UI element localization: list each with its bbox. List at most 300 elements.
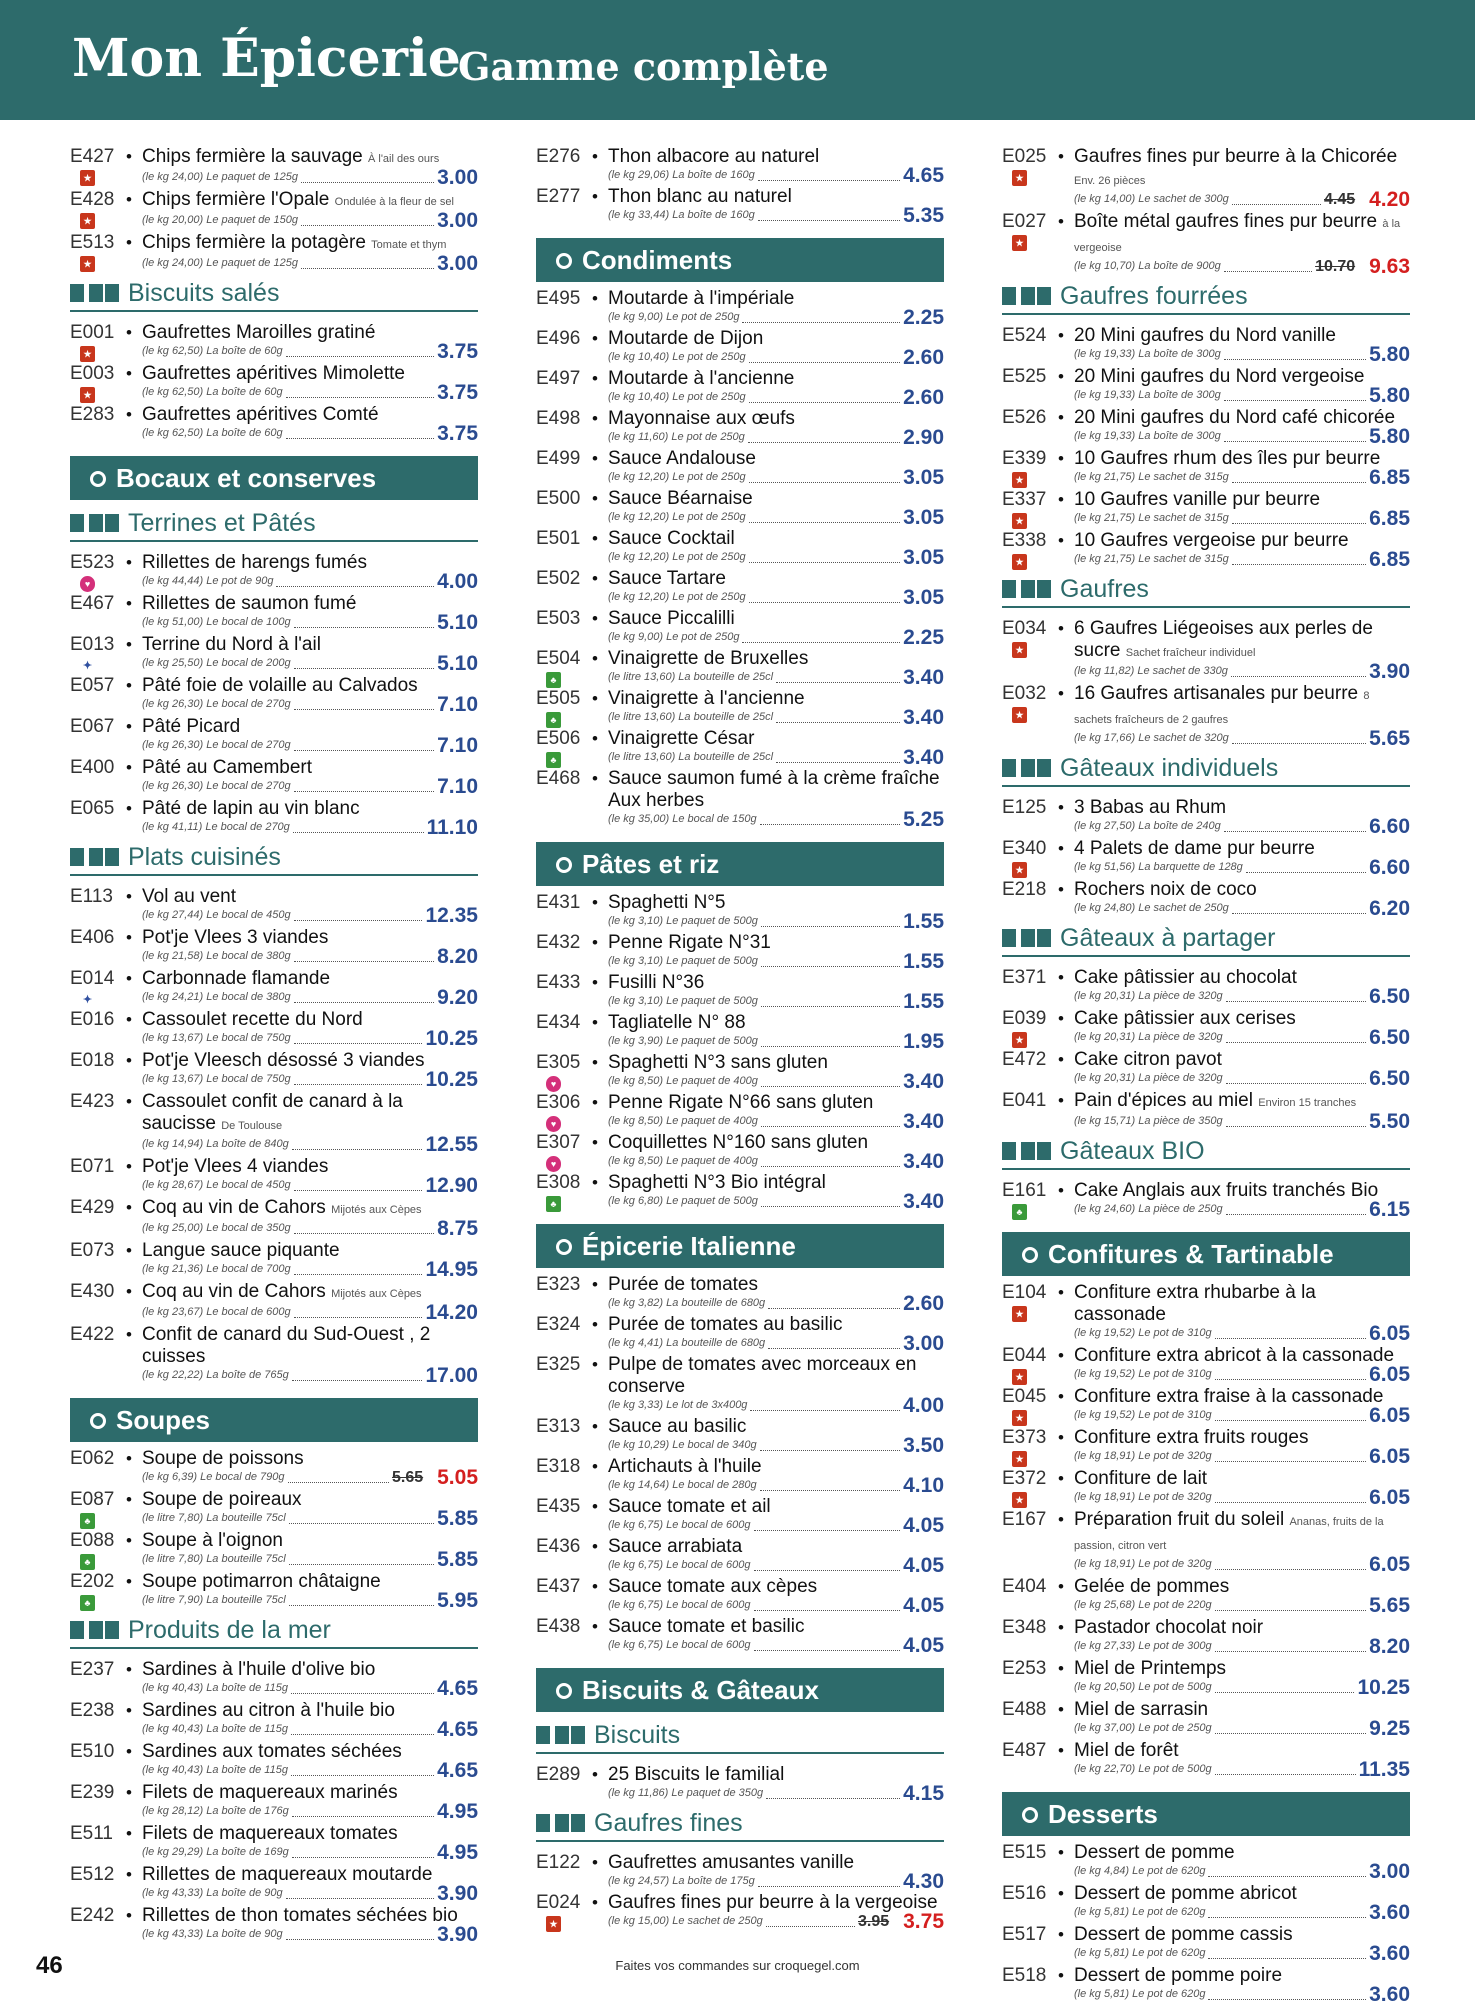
product-item bbox=[70, 189, 478, 232]
product-code: E502 bbox=[536, 568, 581, 589]
dot-leader bbox=[1215, 1569, 1367, 1570]
unit-price-detail: (le kg 9,00) Le pot de 250g bbox=[608, 631, 740, 643]
price-line bbox=[608, 1514, 944, 1537]
bio-leaf-icon: ♣ bbox=[546, 672, 561, 688]
price-line bbox=[608, 666, 944, 689]
unit-price-detail: (le kg 24,60) La pièce de 250g bbox=[1074, 1203, 1223, 1215]
product-name: 4 Palets de dame pur beurre bbox=[1074, 838, 1315, 859]
product-name-line bbox=[1074, 1345, 1410, 1367]
unit-price-detail: (le kg 3,10) Le paquet de 500g bbox=[608, 955, 758, 967]
product-name-line bbox=[1074, 366, 1410, 388]
price-line bbox=[608, 808, 944, 831]
product-name-line bbox=[608, 608, 944, 630]
dot-leader bbox=[294, 791, 435, 792]
dot-leader bbox=[293, 832, 424, 833]
unit-price-detail: (le kg 3,33) Le lot de 3x400g bbox=[608, 1399, 748, 1411]
dot-leader bbox=[1215, 1502, 1367, 1503]
product-code: E373 bbox=[1002, 1427, 1047, 1448]
product-name: Sardines au citron à l'huile bio bbox=[142, 1700, 395, 1721]
price-line bbox=[142, 1133, 478, 1156]
dot-leader bbox=[760, 1490, 901, 1491]
bio-leaf-icon: ♣ bbox=[80, 1513, 95, 1529]
product-note: 8 sachets fraîcheurs de 2 gaufres bbox=[1074, 690, 1370, 726]
product-name-line bbox=[142, 593, 478, 615]
product-name-line bbox=[608, 688, 944, 710]
dot-leader bbox=[1232, 564, 1366, 565]
dot-leader bbox=[292, 1380, 423, 1381]
price-line bbox=[608, 1030, 944, 1053]
price: 6.85 bbox=[1369, 466, 1410, 489]
price: 4.30 bbox=[903, 1870, 944, 1893]
unit-price-detail: (le kg 18,91) Le pot de 320g bbox=[1074, 1558, 1212, 1570]
product-name-line bbox=[1074, 1468, 1410, 1490]
price: 3.90 bbox=[1369, 660, 1410, 683]
price-line bbox=[608, 1474, 944, 1497]
product-code: E044 bbox=[1002, 1345, 1047, 1366]
product-item bbox=[70, 232, 478, 275]
price-line bbox=[1074, 188, 1410, 211]
price-line bbox=[608, 746, 944, 769]
unit-price-detail: (le kg 27,44) Le bocal de 450g bbox=[142, 909, 291, 921]
dot-leader bbox=[761, 1126, 900, 1127]
price: 4.65 bbox=[903, 164, 944, 187]
dot-leader bbox=[294, 750, 435, 751]
price-line bbox=[142, 422, 478, 445]
product-code: E496 bbox=[536, 328, 581, 349]
page-header bbox=[0, 0, 1475, 120]
product-item bbox=[1002, 530, 1410, 571]
product-name-line bbox=[142, 1091, 478, 1137]
product-name: Soupe potimarron châtaigne bbox=[142, 1571, 381, 1592]
product-name: Filets de maquereaux tomates bbox=[142, 1823, 398, 1844]
dot-leader bbox=[286, 356, 434, 357]
product-code: E339 bbox=[1002, 448, 1047, 469]
product-item bbox=[1002, 407, 1410, 448]
price-line bbox=[142, 1068, 478, 1091]
unit-price-detail: (le kg 41,11) Le bocal de 270g bbox=[142, 821, 290, 833]
dot-leader bbox=[1215, 1420, 1367, 1421]
dot-leader bbox=[292, 1149, 423, 1150]
dot-leader bbox=[749, 482, 901, 483]
price: 3.75 bbox=[437, 340, 478, 363]
product-name-line bbox=[608, 1496, 944, 1518]
product-name-line bbox=[142, 927, 478, 949]
unit-price-detail: (le kg 51,56) La barquette de 128g bbox=[1074, 861, 1243, 873]
price: 10.25 bbox=[425, 1068, 478, 1091]
product-code: E437 bbox=[536, 1576, 581, 1597]
section-heading: Épicerie Italienne bbox=[536, 1224, 944, 1268]
price: 5.65 bbox=[1369, 727, 1410, 750]
old-price: 10.70 bbox=[1315, 258, 1356, 275]
product-name-line bbox=[1074, 211, 1410, 259]
product-code: E122 bbox=[536, 1852, 581, 1873]
dot-leader bbox=[761, 966, 900, 967]
price: 8.20 bbox=[1369, 1635, 1410, 1658]
unit-price-detail: (le kg 6,75) Le bocal de 600g bbox=[608, 1599, 751, 1611]
heart-icon: ♥ bbox=[546, 1076, 561, 1092]
product-item bbox=[536, 972, 944, 1013]
product-name-line bbox=[142, 716, 478, 738]
price: 12.35 bbox=[425, 904, 478, 927]
product-code: E039 bbox=[1002, 1008, 1047, 1029]
product-code: E503 bbox=[536, 608, 581, 629]
unit-price-detail: (le kg 29,29) La boîte de 169g bbox=[142, 1846, 289, 1858]
dot-leader bbox=[286, 1939, 434, 1940]
product-item bbox=[1002, 967, 1410, 1008]
label-rouge-icon: ★ bbox=[1012, 1369, 1027, 1385]
product-code: E510 bbox=[70, 1741, 115, 1762]
product-name-line bbox=[1074, 1509, 1410, 1557]
unit-price-detail: (le kg 24,00) Le paquet de 125g bbox=[142, 257, 298, 269]
bio-leaf-icon: ♣ bbox=[80, 1595, 95, 1611]
price-line bbox=[608, 1594, 944, 1617]
price-line bbox=[142, 904, 478, 927]
product-code: E431 bbox=[536, 892, 581, 913]
price-line bbox=[1074, 343, 1410, 366]
price-line bbox=[1074, 1110, 1410, 1133]
footer-text: Faites vos commandes sur croquegel.com bbox=[615, 1958, 860, 1973]
product-name-line bbox=[142, 1700, 478, 1722]
unit-price-detail: (le kg 14,94) La boîte de 840g bbox=[142, 1138, 289, 1150]
product-name: Sauce tomate aux cèpes bbox=[608, 1576, 818, 1597]
product-item bbox=[1002, 325, 1410, 366]
product-name-line bbox=[608, 932, 944, 954]
label-rouge-icon: ★ bbox=[80, 346, 95, 362]
unit-price-detail: (le kg 3,10) Le paquet de 500g bbox=[608, 995, 758, 1007]
product-name-line bbox=[1074, 1617, 1410, 1639]
label-rouge-icon: ★ bbox=[1012, 642, 1027, 658]
product-name-line bbox=[1074, 1883, 1410, 1905]
price: 6.05 bbox=[1369, 1363, 1410, 1386]
price: 3.00 bbox=[437, 252, 478, 275]
dot-leader bbox=[1246, 872, 1366, 873]
unit-price-detail: (le kg 43,33) La boîte de 90g bbox=[142, 1887, 283, 1899]
product-code: E323 bbox=[536, 1274, 581, 1295]
price-line bbox=[608, 1910, 944, 1933]
product-name: Gaufrettes amusantes vanille bbox=[608, 1852, 855, 1873]
price-line bbox=[142, 1923, 478, 1946]
product-name: Carbonnade flamande bbox=[142, 968, 331, 989]
product-name: Pot'je Vlees 3 viandes bbox=[142, 927, 329, 948]
product-name: Miel de forêt bbox=[1074, 1740, 1179, 1761]
price: 5.80 bbox=[1369, 425, 1410, 448]
price-line bbox=[608, 1554, 944, 1577]
old-price: 3.95 bbox=[857, 1913, 890, 1930]
price-line bbox=[608, 1782, 944, 1805]
product-name: Pâté Picard bbox=[142, 716, 241, 737]
unit-price-detail: (le kg 5,81) Le pot de 620g bbox=[1074, 1947, 1206, 1959]
label-rouge-icon: ★ bbox=[80, 213, 95, 229]
product-name-line bbox=[142, 1571, 478, 1593]
price-line bbox=[142, 1800, 478, 1823]
product-name-line bbox=[608, 1354, 944, 1398]
column-left bbox=[70, 146, 478, 1946]
dot-leader bbox=[1226, 1214, 1367, 1215]
unit-price-detail: (le kg 20,31) La pièce de 320g bbox=[1074, 990, 1223, 1002]
dot-leader bbox=[760, 824, 901, 825]
column-right bbox=[1002, 146, 1410, 2006]
unit-price-detail: (le kg 8,50) Le paquet de 400g bbox=[608, 1155, 758, 1167]
product-name-line bbox=[1074, 683, 1410, 731]
price-line bbox=[142, 381, 478, 404]
product-item bbox=[70, 1741, 478, 1782]
product-item bbox=[536, 146, 944, 187]
price: 3.75 bbox=[437, 422, 478, 445]
unit-price-detail: (le kg 19,52) Le pot de 310g bbox=[1074, 1409, 1212, 1421]
unit-price-detail: (le litre 7,80) La bouteille 75cl bbox=[142, 1553, 286, 1565]
price: 6.85 bbox=[1369, 548, 1410, 571]
old-price: 5.65 bbox=[391, 1469, 424, 1486]
product-name-line bbox=[608, 146, 944, 168]
product-item bbox=[536, 1416, 944, 1457]
unit-price-detail: (le kg 14,64) Le bocal de 280g bbox=[608, 1479, 757, 1491]
price-line bbox=[142, 652, 478, 675]
price-line bbox=[142, 945, 478, 968]
price-line bbox=[1074, 815, 1410, 838]
product-name: Thon blanc au naturel bbox=[608, 186, 792, 207]
product-name: Moutarde de Dijon bbox=[608, 328, 764, 349]
product-code: E338 bbox=[1002, 530, 1047, 551]
dot-leader bbox=[301, 268, 434, 269]
product-code: E313 bbox=[536, 1416, 581, 1437]
subsection-heading: Gâteaux individuels bbox=[1002, 751, 1410, 787]
unit-price-detail: (le kg 19,33) La boîte de 300g bbox=[1074, 348, 1221, 360]
price-line bbox=[1074, 548, 1410, 571]
label-rouge-icon: ★ bbox=[80, 387, 95, 403]
price-line bbox=[1074, 507, 1410, 530]
product-item bbox=[70, 146, 478, 189]
price-line bbox=[1074, 1860, 1410, 1883]
unit-price-detail: (le kg 26,30) Le bocal de 270g bbox=[142, 780, 291, 792]
unit-price-detail: (le kg 24,57) La boîte de 175g bbox=[608, 1875, 755, 1887]
product-name-line bbox=[142, 1864, 478, 1886]
product-item bbox=[536, 1052, 944, 1093]
unit-price-detail: (le kg 40,43) La boîte de 115g bbox=[142, 1682, 288, 1694]
product-code: E371 bbox=[1002, 967, 1047, 988]
label-rouge-icon: ★ bbox=[1012, 1492, 1027, 1508]
product-code: E218 bbox=[1002, 879, 1047, 900]
unit-price-detail: (le kg 13,67) Le bocal de 750g bbox=[142, 1073, 291, 1085]
product-item bbox=[536, 728, 944, 769]
product-code: E018 bbox=[70, 1050, 115, 1071]
unit-price-detail: (le litre 7,80) La bouteille 75cl bbox=[142, 1512, 286, 1524]
price: 6.50 bbox=[1369, 1067, 1410, 1090]
price-line bbox=[142, 1507, 478, 1530]
product-code: E422 bbox=[70, 1324, 115, 1345]
price-line bbox=[142, 1027, 478, 1050]
price: 3.40 bbox=[903, 1150, 944, 1173]
label-rouge-icon: ★ bbox=[1012, 1451, 1027, 1467]
product-code: E515 bbox=[1002, 1842, 1047, 1863]
dot-leader bbox=[289, 1523, 434, 1524]
product-code: E305 bbox=[536, 1052, 581, 1073]
price-line bbox=[608, 1634, 944, 1657]
regional-icon: ✦ bbox=[82, 994, 93, 1006]
price-line bbox=[142, 209, 478, 232]
unit-price-detail: (le kg 3,82) La bouteille de 680g bbox=[608, 1297, 766, 1309]
price: 3.05 bbox=[903, 506, 944, 529]
product-item bbox=[1002, 1740, 1410, 1781]
product-code: E432 bbox=[536, 932, 581, 953]
product-name-line bbox=[1074, 1842, 1410, 1864]
product-name: Gaufres fines pur beurre à la vergeoise bbox=[608, 1892, 938, 1913]
price-line bbox=[608, 586, 944, 609]
product-name: Sauce saumon fumé à la crème fraîche Aux herbes bbox=[608, 768, 940, 811]
promo-price: 5.05 bbox=[437, 1466, 478, 1489]
product-name: Cake pâtissier aux cerises bbox=[1074, 1008, 1296, 1029]
dot-leader bbox=[289, 1605, 434, 1606]
price-line bbox=[142, 340, 478, 363]
product-name-line bbox=[608, 1274, 944, 1296]
product-code: E032 bbox=[1002, 683, 1047, 704]
dot-leader bbox=[749, 402, 901, 403]
product-name-line bbox=[142, 757, 478, 779]
unit-price-detail: (le kg 33,44) La boîte de 160g bbox=[608, 209, 755, 221]
price: 4.05 bbox=[903, 1514, 944, 1537]
product-code: E071 bbox=[70, 1156, 115, 1177]
unit-price-detail: (le kg 20,00) Le paquet de 150g bbox=[142, 214, 298, 226]
unit-price-detail: (le kg 21,75) Le sachet de 315g bbox=[1074, 471, 1229, 483]
product-code: E487 bbox=[1002, 1740, 1047, 1761]
unit-price-detail: (le kg 44,44) Le pot de 90g bbox=[142, 575, 274, 587]
dot-leader bbox=[1226, 1126, 1367, 1127]
dot-leader bbox=[294, 709, 435, 710]
product-item bbox=[536, 1456, 944, 1497]
product-code: E430 bbox=[70, 1281, 115, 1302]
product-item bbox=[536, 1496, 944, 1537]
product-name-line bbox=[1074, 407, 1410, 429]
product-name-line bbox=[608, 1092, 944, 1114]
label-rouge-icon: ★ bbox=[1012, 235, 1027, 251]
promo-price: 3.75 bbox=[903, 1910, 944, 1933]
product-name: Coq au vin de Cahors bbox=[142, 1281, 326, 1302]
price-line bbox=[142, 816, 478, 839]
dot-leader bbox=[1215, 1610, 1367, 1611]
product-name: Chips fermière la potagère bbox=[142, 232, 366, 253]
price: 5.10 bbox=[437, 611, 478, 634]
product-code: E057 bbox=[70, 675, 115, 696]
product-code: E024 bbox=[536, 1892, 581, 1913]
product-name: Sauce au basilic bbox=[608, 1416, 747, 1437]
price-line bbox=[1074, 466, 1410, 489]
unit-price-detail: (le kg 43,33) La boîte de 90g bbox=[142, 1928, 283, 1940]
product-code: E400 bbox=[70, 757, 115, 778]
product-name: Sauce tomate et ail bbox=[608, 1496, 771, 1517]
product-name: Soupe de poissons bbox=[142, 1448, 304, 1469]
price-line bbox=[1074, 1404, 1410, 1427]
product-name-line bbox=[608, 528, 944, 550]
unit-price-detail: (le kg 12,20) Le pot de 250g bbox=[608, 471, 746, 483]
price: 4.65 bbox=[437, 1759, 478, 1782]
product-name: Gaufrettes apéritives Comté bbox=[142, 404, 379, 425]
unit-price-detail: (le kg 23,67) Le bocal de 600g bbox=[142, 1306, 291, 1318]
promo-price: 4.20 bbox=[1369, 188, 1410, 211]
dot-leader bbox=[1231, 676, 1366, 677]
dot-leader bbox=[1232, 204, 1321, 205]
price: 5.25 bbox=[903, 808, 944, 831]
subsection-heading: Gaufres fines bbox=[536, 1806, 944, 1842]
product-name: Préparation fruit du soleil bbox=[1074, 1509, 1285, 1530]
product-name-line bbox=[1074, 448, 1410, 470]
product-name-line bbox=[1074, 1576, 1410, 1598]
product-name: Soupe de poireaux bbox=[142, 1489, 302, 1510]
product-name: Cake citron pavot bbox=[1074, 1049, 1222, 1070]
unit-price-detail: (le kg 3,90) Le paquet de 500g bbox=[608, 1035, 758, 1047]
price: 6.05 bbox=[1369, 1445, 1410, 1468]
product-name-line bbox=[1074, 879, 1410, 901]
product-code: E337 bbox=[1002, 489, 1047, 510]
product-item bbox=[536, 688, 944, 729]
price: 3.00 bbox=[437, 209, 478, 232]
price: 5.95 bbox=[437, 1589, 478, 1612]
unit-price-detail: (le kg 24,00) Le paquet de 125g bbox=[142, 171, 298, 183]
product-name: Pulpe de tomates avec morceaux en conserve bbox=[608, 1354, 917, 1397]
price-line bbox=[608, 1070, 944, 1093]
product-item bbox=[1002, 1090, 1410, 1133]
product-name-line bbox=[142, 189, 478, 213]
price: 6.60 bbox=[1369, 856, 1410, 879]
product-name-line bbox=[142, 1530, 478, 1552]
product-name: Cake pâtissier au chocolat bbox=[1074, 967, 1297, 988]
price-line bbox=[1074, 856, 1410, 879]
price-line bbox=[1074, 1198, 1410, 1221]
price: 7.10 bbox=[437, 734, 478, 757]
product-item bbox=[70, 1240, 478, 1281]
price: 2.60 bbox=[903, 1292, 944, 1315]
price: 8.20 bbox=[437, 945, 478, 968]
product-note: Ananas, fruits de la passion, citron vert bbox=[1074, 1516, 1384, 1552]
dot-leader bbox=[761, 1206, 900, 1207]
dot-leader bbox=[742, 322, 900, 323]
dot-leader bbox=[1232, 523, 1366, 524]
product-name-line bbox=[1074, 146, 1410, 192]
product-item bbox=[70, 593, 478, 634]
product-code: E318 bbox=[536, 1456, 581, 1477]
page-number: 46 bbox=[36, 1952, 63, 1979]
price: 6.85 bbox=[1369, 507, 1410, 530]
product-code: E034 bbox=[1002, 618, 1047, 639]
unit-price-detail: (le kg 40,43) La boîte de 115g bbox=[142, 1764, 288, 1776]
product-item bbox=[70, 1700, 478, 1741]
product-name: Sardines à l'huile d'olive bio bbox=[142, 1659, 376, 1680]
product-code: E073 bbox=[70, 1240, 115, 1261]
price: 6.20 bbox=[1369, 897, 1410, 920]
product-name: Pot'je Vlees 4 viandes bbox=[142, 1156, 329, 1177]
price: 9.20 bbox=[437, 986, 478, 1009]
label-rouge-icon: ★ bbox=[80, 256, 95, 272]
price-line bbox=[142, 1589, 478, 1612]
product-code: E427 bbox=[70, 146, 115, 167]
product-name: 16 Gaufres artisanales pur beurre bbox=[1074, 683, 1359, 704]
price: 6.15 bbox=[1369, 1198, 1410, 1221]
product-note: Env. 26 pièces bbox=[1074, 175, 1146, 187]
product-code: E045 bbox=[1002, 1386, 1047, 1407]
product-name: Tagliatelle N° 88 bbox=[608, 1012, 746, 1033]
product-code: E003 bbox=[70, 363, 115, 384]
product-name-line bbox=[1074, 325, 1410, 347]
product-code: E289 bbox=[536, 1764, 581, 1785]
product-name-line bbox=[608, 648, 944, 670]
product-name-line bbox=[608, 328, 944, 350]
price: 3.05 bbox=[903, 586, 944, 609]
product-name-line bbox=[142, 232, 478, 256]
unit-price-detail: (le kg 19,52) Le pot de 310g bbox=[1074, 1327, 1212, 1339]
price: 11.35 bbox=[1358, 1758, 1410, 1781]
price: 4.00 bbox=[903, 1394, 944, 1417]
price-line bbox=[142, 1258, 478, 1281]
product-code: E001 bbox=[70, 322, 115, 343]
dot-leader bbox=[294, 1274, 423, 1275]
